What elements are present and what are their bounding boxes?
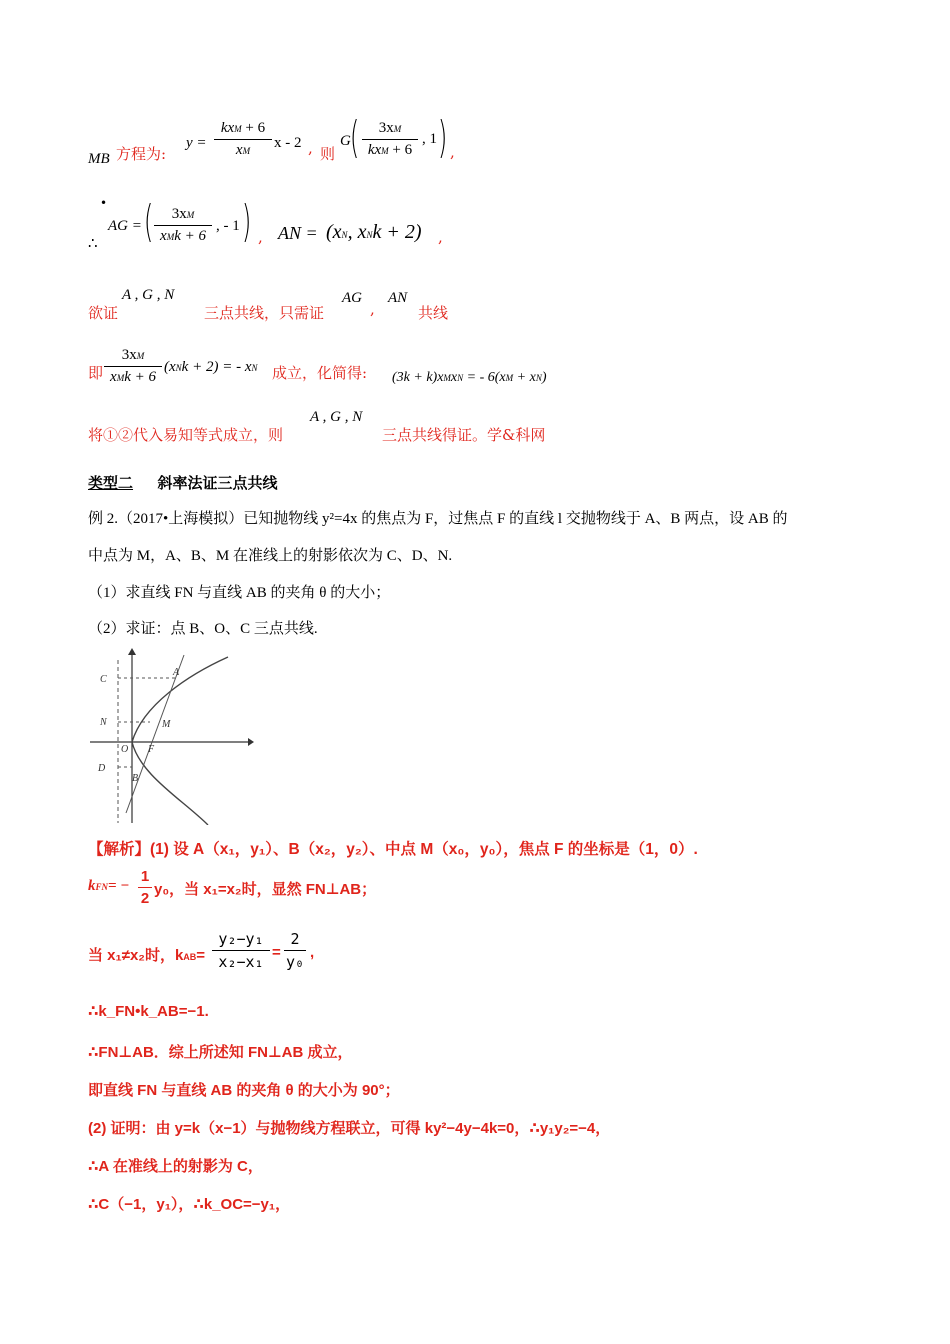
s3-pre: 当 x₁≠x₂时，kAB= (88, 947, 206, 964)
example-line2: 中点为 M，A、B、M 在准线上的射影依次为 C、D、N. (88, 548, 453, 564)
prove-mid: 三点共线，只需证 (204, 304, 325, 322)
solution-s6: 即直线 FN 与直线 AB 的夹角 θ 的大小为 90°； (88, 1082, 400, 1099)
solution-s3: 当 x₁≠x₂时，kAB= y₂−y₁ x₂−x₁ = 2 y₀ , (88, 930, 315, 971)
ji-expr: (xNk + 2) = - xN (164, 359, 258, 375)
sub-suffix: 三点共线得证。学&科网 (382, 426, 546, 444)
sub-prefix: 将①②代入易知等式成立，则 (88, 426, 284, 444)
mb-comma: , (308, 139, 313, 157)
sub-line (88, 406, 848, 446)
solution-s7: (2) 证明：由 y=k（x−1）与抛物线方程联立，可得 ky²−4y−4k=0，∴y₁y₂=−4， (88, 1120, 611, 1137)
ag-comma: , (258, 228, 263, 246)
ji-line (88, 344, 848, 394)
an-vector: (xN, xNk + 2) (326, 221, 422, 243)
s3-fraction: y₂−y₁ x₂−x₁ (212, 930, 270, 971)
mb-after: x - 2 (274, 135, 302, 151)
section-heading (88, 472, 278, 493)
solution-s1: 【解析】(1) 设 A（x₁，y₁）、B（x₂，y₂）、中点 M（x₀，y₀），焦点 F 的坐标是（1，0）. (88, 841, 698, 858)
mb-g-fraction: 3xM kxM + 6 (362, 120, 418, 159)
dot-mark: • (100, 196, 108, 210)
mb-fraction: kxM + 6 xM (214, 120, 272, 159)
section-type-label: 类型二 (88, 474, 134, 492)
example-q2: （2）求证：点 B、O、C 三点共线. (88, 621, 318, 637)
solution-s5: ∴FN⊥AB．综上所述知 FN⊥AB 成立， (88, 1044, 353, 1061)
ag-label: AG = (108, 218, 142, 234)
mb-g: G (340, 133, 351, 149)
ji-result: (3k + k)xMxN = - 6(xM + xN) (392, 370, 547, 385)
ji-fraction: 3xM xMk + 6 (104, 347, 162, 386)
label-m: M (162, 719, 171, 730)
example-line1: 例 2.（2017•上海模拟）已知抛物线 y²=4x 的焦点为 F，过焦点 F 的直线 l 交抛物线于 A、B 两点，设 AB 的 (88, 511, 788, 527)
ji-prefix: 即 (88, 364, 104, 382)
ji-mid: 成立，化简得: (272, 364, 368, 382)
an-end: , (438, 228, 443, 246)
parabola-diagram (88, 645, 258, 825)
label-n: N (100, 717, 107, 728)
mb-text: 方程为: (116, 145, 167, 163)
prove-prefix: 欲证 (88, 304, 119, 322)
label-a: A (173, 667, 180, 678)
prove-points: A , G , N (122, 287, 175, 303)
s3-fraction2: 2 y₀ (285, 930, 305, 971)
example-q1: （1）求直线 FN 与直线 AB 的夹角 θ 的大小； (88, 585, 391, 601)
mb-then: 则 (320, 145, 336, 163)
prove-sep: , (370, 300, 375, 318)
s2-tail: y₀，当 x₁=x₂时，显然 FN⊥AB； (154, 881, 377, 898)
mb-label: MB (88, 151, 110, 167)
s2-k: kFN= − (88, 878, 130, 894)
label-o: O (121, 744, 129, 755)
solution-s9: ∴C（−1，y₁），∴k_OC=−y₁， (88, 1196, 291, 1213)
solution-s4: ∴k_FN•k_AB=−1. (88, 1003, 209, 1020)
mb-g-second: , 1 (422, 131, 437, 147)
sub-points: A , G , N (310, 409, 363, 425)
prove-suffix: 共线 (418, 304, 449, 322)
ag-second: , - 1 (216, 218, 240, 234)
solution-s8: ∴A 在准线上的射影为 C， (88, 1158, 263, 1175)
solution-s2 (88, 868, 508, 914)
ag-line: • ∴ AG = ( 3xM xMk + 6 , - 1 ) , AN = (xN, xNk + 2) , (88, 196, 443, 252)
prove-ag: AG (342, 290, 362, 306)
label-d: D (98, 763, 106, 774)
label-c: C (100, 674, 107, 685)
prove-line (88, 284, 848, 324)
mb-line: MB 方程为: y = kxM + 6 xM x - 2 , 则 G ( 3xM kxM + 6 , 1 ) , (88, 112, 455, 167)
section-title: 斜率法证三点共线 (157, 474, 278, 492)
mb-eq-lhs: y = (186, 135, 207, 151)
mb-end: , (450, 143, 455, 161)
prove-an: AN (388, 290, 408, 306)
an-label: AN = (278, 223, 318, 243)
s2-fraction: 1 2 (138, 868, 152, 907)
ag-fraction: 3xM xMk + 6 (154, 206, 212, 245)
parabola-figure (88, 645, 258, 825)
therefore-symbol: ∴ (88, 236, 98, 252)
label-b: B (132, 773, 139, 784)
label-f: F (148, 744, 155, 755)
